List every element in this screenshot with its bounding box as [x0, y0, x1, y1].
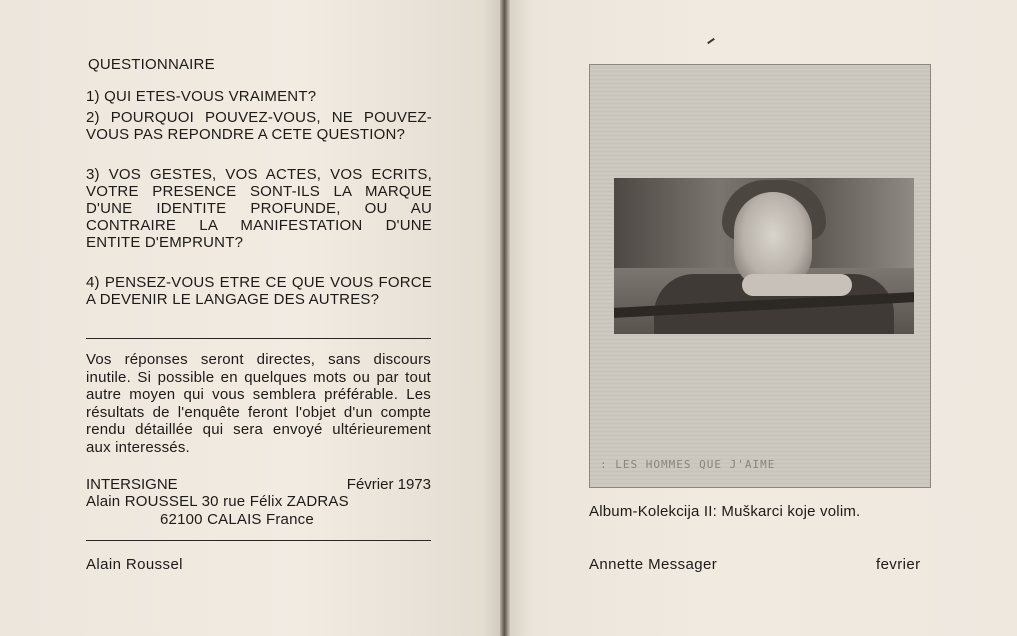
author-left: Alain Roussel	[86, 556, 183, 573]
date-right: fevrier	[876, 556, 921, 573]
photo-figure-hands	[742, 274, 852, 296]
instructions-paragraph: Vos réponses seront directes, sans discours inutile. Si possible en quelques mots ou par tout autre moyen qui vous semblera préférable. Les résultats de l'enquête feront l'objet d'un compte rendu détaillée qui sera envoyé ultérieurement aux interessés.	[86, 351, 431, 456]
divider-bottom	[86, 540, 431, 541]
photo-strip-text: : LES HOMMES QUE J'AIME	[600, 458, 776, 471]
book-gutter	[500, 0, 510, 636]
photo-caption: Album-Kolekcija II: Muškarci koje volim.	[589, 503, 861, 520]
city-line: 62100 CALAIS France	[160, 511, 314, 528]
question-3: 3) VOS GESTES, VOS ACTES, VOS ECRITS, VOTRE PRESENCE SONT-ILS LA MARQUE D'UNE IDENTITE PROFUNDE, OU AU CONTRAIRE LA MANIFESTATION D'UNE ENTITE D'EMPRUNT?	[86, 166, 432, 251]
divider-top	[86, 338, 431, 339]
questionnaire-title: QUESTIONNAIRE	[88, 56, 215, 73]
org-name: INTERSIGNE	[86, 476, 178, 493]
portrait-photo	[614, 178, 914, 334]
question-1: 1) QUI ETES-VOUS VRAIMENT?	[86, 88, 317, 105]
address-line: Alain ROUSSEL 30 rue Félix ZADRAS	[86, 493, 349, 510]
date-left: Février 1973	[346, 476, 431, 493]
question-4: 4) PENSEZ-VOUS ETRE CE QUE VOUS FORCE A DEVENIR LE LANGAGE DES AUTRES?	[86, 274, 432, 308]
question-2: 2) POURQUOI POUVEZ-VOUS, NE POUVEZ-VOUS PAS REPONDRE A CETE QUESTION?	[86, 109, 432, 143]
author-right: Annette Messager	[589, 556, 718, 573]
signature-row	[86, 476, 431, 493]
